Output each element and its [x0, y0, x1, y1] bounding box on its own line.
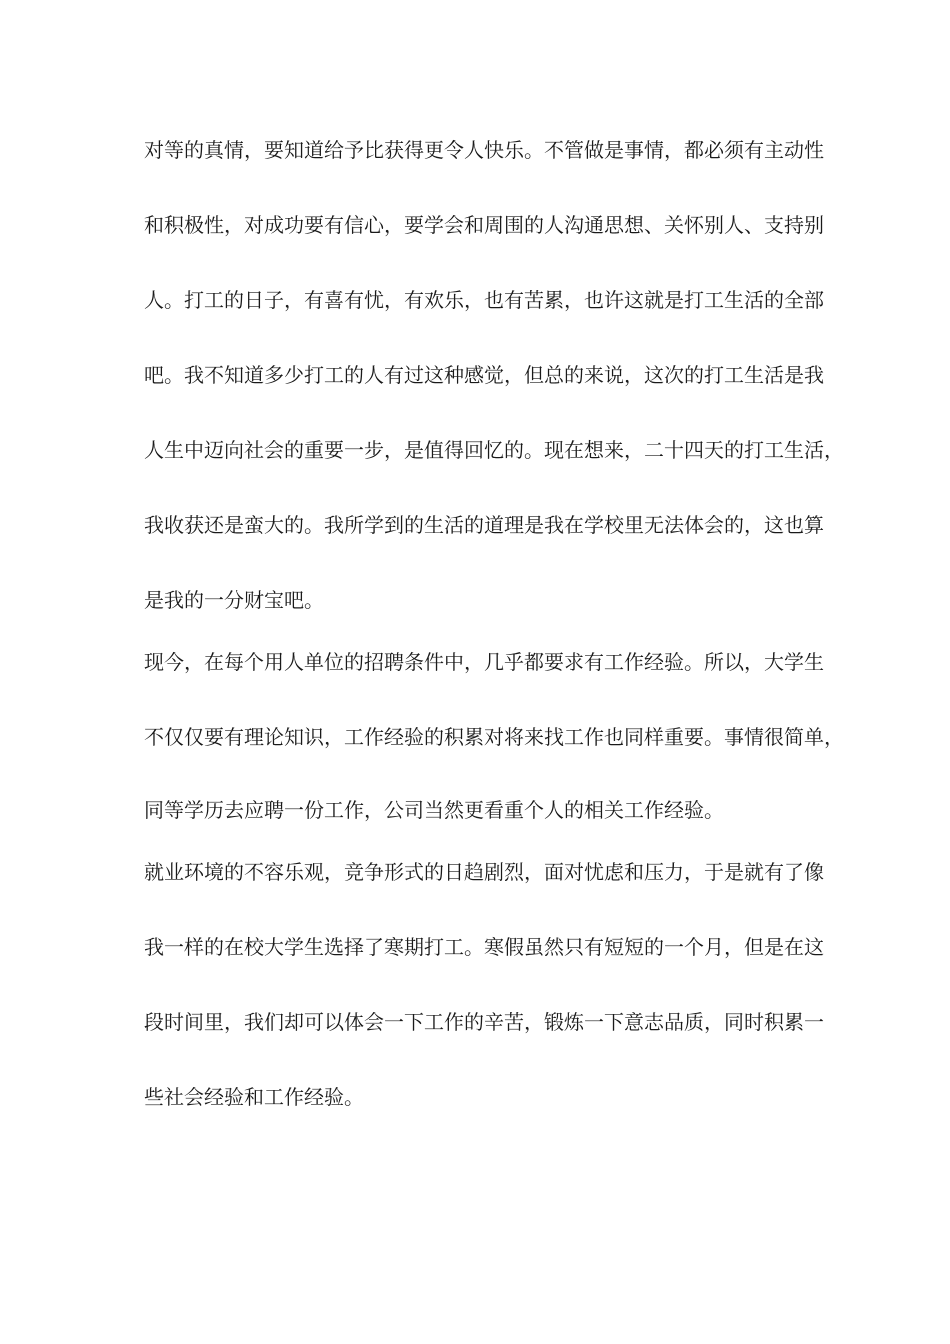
text-line: 和积极性，对成功要有信心，要学会和周围的人沟通思想、关怀别人、支持别	[144, 213, 824, 237]
text-line: 人。打工的日子，有喜有忧，有欢乐，也有苦累，也许这就是打工生活的全部	[144, 288, 824, 312]
text-line: 就业环境的不容乐观，竞争形式的日趋剧烈，面对忧虑和压力，于是就有了像	[144, 860, 824, 884]
text-line: 些社会经验和工作经验。	[144, 1085, 364, 1109]
text-line: 我收获还是蛮大的。我所学到的生活的道理是我在学校里无法体会的，这也算	[144, 513, 824, 537]
text-line: 段时间里，我们却可以体会一下工作的辛苦，锻炼一下意志品质，同时积累一	[144, 1010, 824, 1034]
text-line: 对等的真情，要知道给予比获得更令人快乐。不管做是事情，都必须有主动性	[144, 138, 824, 162]
text-line: 是我的一分财宝吧。	[144, 588, 324, 612]
text-line: 人生中迈向社会的重要一步，是值得回忆的。现在想来，二十四天的打工生活，	[144, 438, 844, 462]
text-line: 我一样的在校大学生选择了寒期打工。寒假虽然只有短短的一个月，但是在这	[144, 935, 824, 959]
text-line: 现今，在每个用人单位的招聘条件中，几乎都要求有工作经验。所以，大学生	[144, 650, 824, 674]
text-line: 同等学历去应聘一份工作，公司当然更看重个人的相关工作经验。	[144, 798, 724, 822]
text-line: 吧。我不知道多少打工的人有过这种感觉，但总的来说，这次的打工生活是我	[144, 363, 824, 387]
text-line: 不仅仅要有理论知识，工作经验的积累对将来找工作也同样重要。事情很简单，	[144, 725, 844, 749]
